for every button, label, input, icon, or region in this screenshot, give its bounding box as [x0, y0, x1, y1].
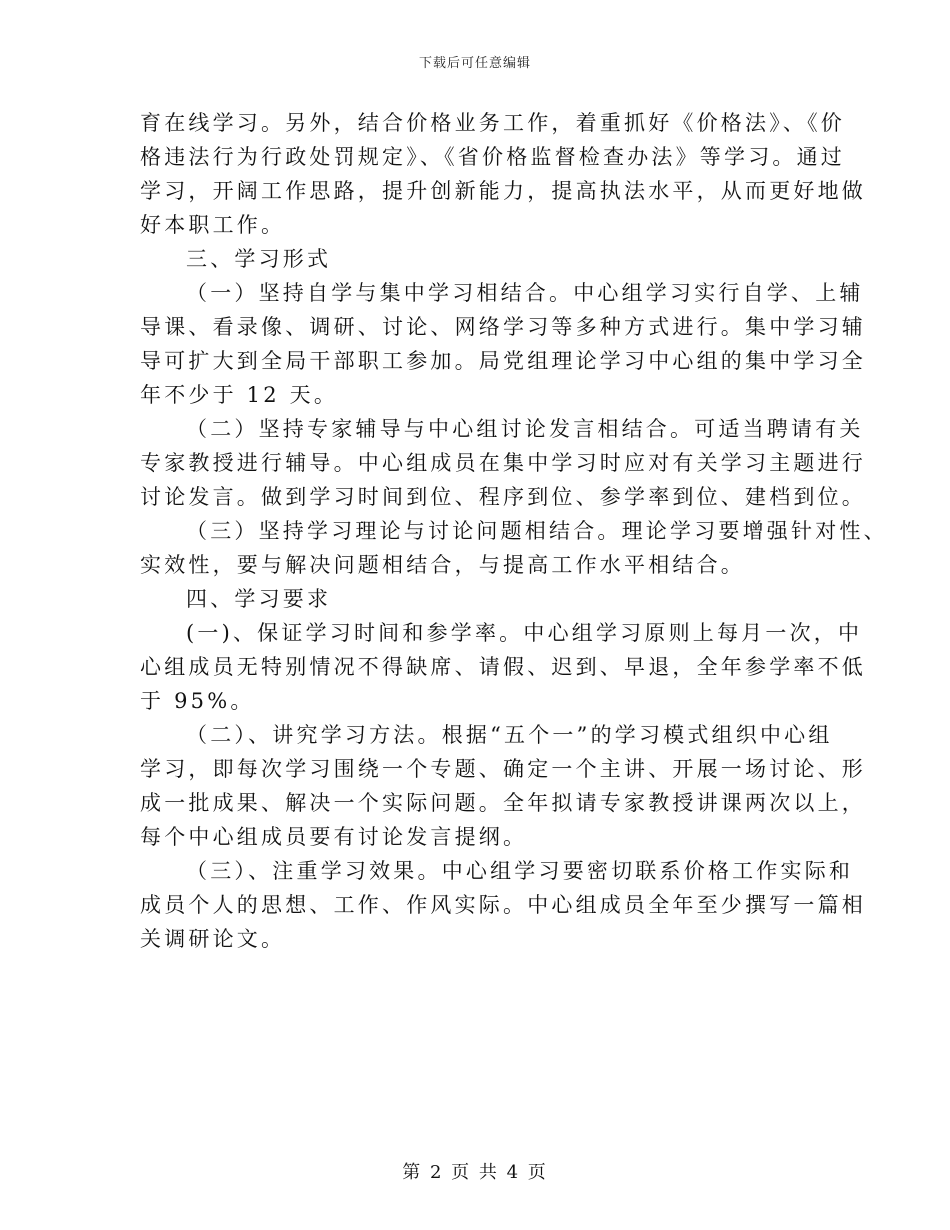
text-line: 关调研论文。	[140, 927, 286, 951]
text-line: 育在线学习。另外，结合价格业务工作，着重抓好《价格法》、《价	[140, 111, 845, 135]
text-line: 学习，开阔工作思路，提升创新能力，提高执法水平，从而更好地做	[140, 179, 866, 203]
section-heading: 三、学习形式	[186, 247, 332, 271]
text-line: （三）、注重学习效果。中心组学习要密切联系价格工作实际和	[186, 859, 854, 883]
text-line: 年不少于 12 天。	[140, 383, 339, 407]
text-line: （二）、讲究学习方法。根据“五个一”的学习模式组织中心组	[186, 723, 833, 747]
text-line: 学习，即每次学习围绕一个专题、确定一个主讲、开展一场讨论、形	[140, 757, 866, 781]
text-line: 格违法行为行政处罚规定》、《省价格监督检查办法》等学习。通过	[140, 145, 845, 169]
page-header: 下载后可任意编辑	[418, 56, 531, 71]
section-heading: 四、学习要求	[186, 587, 332, 611]
text-line: 好本职工作。	[140, 213, 286, 237]
text-line: 每个中心组成员要有讨论发言提纲。	[140, 825, 528, 849]
page-footer: 第 2 页 共 4 页	[402, 1162, 548, 1183]
text-line: 于 95%。	[140, 689, 255, 713]
text-line: 导课、看录像、调研、讨论、网络学习等多种方式进行。集中学习辅	[140, 315, 866, 339]
text-line: （一）坚持自学与集中学习相结合。中心组学习实行自学、上辅	[186, 281, 864, 305]
text-line: 成一批成果、解决一个实际问题。全年拟请专家教授讲课两次以上，	[140, 791, 866, 815]
text-line: (一)、保证学习时间和参学率。中心组学习原则上每月一次，中	[186, 621, 863, 645]
document-body	[140, 106, 888, 956]
text-line: 实效性，要与解决问题相结合，与提高工作水平相结合。	[140, 553, 745, 577]
text-line: 讨论发言。做到学习时间到位、程序到位、参学率到位、建档到位。	[140, 485, 866, 509]
text-line: （三）坚持学习理论与讨论问题相结合。理论学习要增强针对性、	[186, 519, 888, 543]
text-line: 导可扩大到全局干部职工参加。局党组理论学习中心组的集中学习全	[140, 349, 866, 373]
text-line: 成员个人的思想、工作、作风实际。中心组成员全年至少撰写一篇相	[140, 893, 866, 917]
text-line: 心组成员无特别情况不得缺席、请假、迟到、早退，全年参学率不低	[140, 655, 866, 679]
text-line: （二）坚持专家辅导与中心组讨论发言相结合。可适当聘请有关	[186, 417, 864, 441]
text-line: 专家教授进行辅导。中心组成员在集中学习时应对有关学习主题进行	[140, 451, 866, 475]
